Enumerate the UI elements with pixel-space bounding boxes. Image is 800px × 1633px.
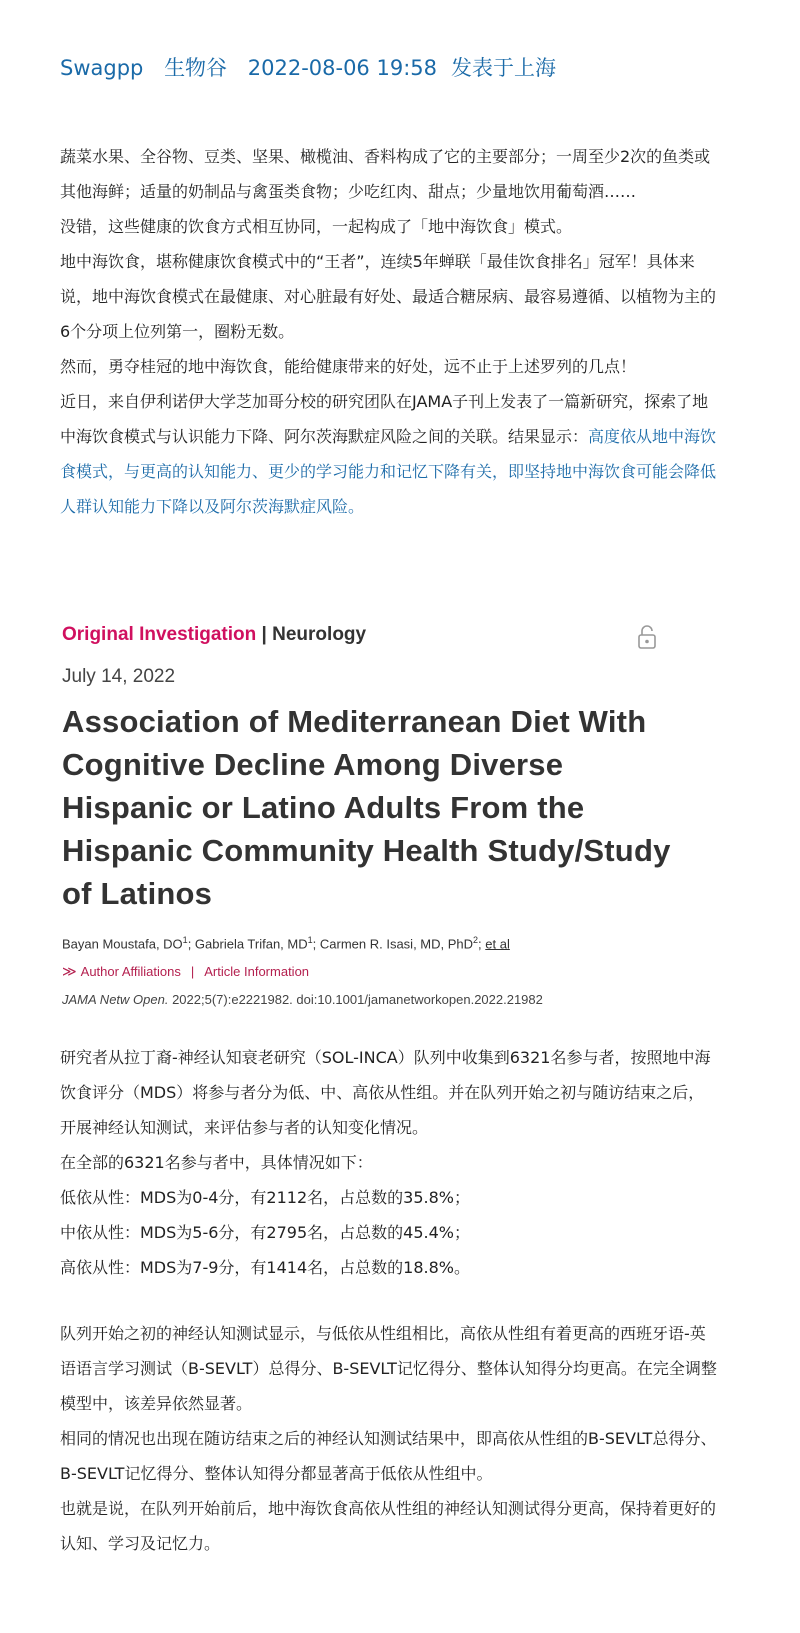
paragraph: 相同的情况也出现在随访结束之后的神经认知测试结果中，即高依从性组的B-SEVLT总得分、B-SEVLT记忆得分、整体认知得分都显著高于低依从性组中。 xyxy=(60,1429,717,1483)
journal-name: JAMA Netw Open. xyxy=(62,992,169,1008)
post-location: 发表于上海 xyxy=(451,56,556,80)
citation-details: 2022;5(7):e2221982. doi:10.1001/jamanetworkopen.2022.21982 xyxy=(172,992,543,1008)
article-information-link[interactable]: Article Information xyxy=(204,964,310,980)
paragraph: 队列开始之初的神经认知测试显示，与低依从性组相比，高依从性组有着更高的西班牙语-英语语言学习测试（B-SEVLT）总得分、B-SEVLT记忆得分、整体认知得分均更高。在完全调整模型中，该差异依然显著。 xyxy=(60,1324,717,1413)
link-separator: | xyxy=(190,964,195,980)
highlighted-conclusion: 高度依从地中海饮食模式，与更高的认知能力、更少的学习能力和记忆下降有关，即坚持地中海饮食可能会降低人群认知能力下降以及阿尔茨海默症风险。 xyxy=(60,427,717,516)
author-list: Bayan Moustafa, $DO^1$; Gabriela Trifan, $MD^1$; Carmen R. Isasi, MD, PhD$^2$; et al xyxy=(62,935,510,952)
post-timestamp: 2022-08-06 19:58 xyxy=(247,56,437,80)
article-date: July 14, 2022 xyxy=(62,666,176,687)
article-type[interactable]: Original Investigation xyxy=(62,624,257,645)
paragraph: 地中海饮食，堪称健康饮食模式中的“王者”，连续5年蝉联「最佳饮食排名」冠军！具体来说，地中海饮食模式在最健康、对心脏最有好处、最适合糖尿病、最容易遵循、以植物为主的6个分项上位列第一，圈粉无数。 xyxy=(60,252,717,341)
citation xyxy=(62,992,702,1007)
affiliation-index: 1 xyxy=(307,935,313,945)
affiliation-index: 2 xyxy=(473,935,479,945)
open-lock-icon xyxy=(636,624,658,650)
paragraph: 低依从性：MDS为0-4分，有2112名，占总数的35.8%； xyxy=(60,1188,470,1207)
post-header xyxy=(60,52,556,82)
paragraph xyxy=(60,384,720,524)
author-name[interactable]: Swagpp xyxy=(60,56,144,80)
kicker-separator: | xyxy=(261,624,267,645)
source-name[interactable]: 生物谷 xyxy=(164,56,228,80)
et-al-link[interactable]: et al xyxy=(485,936,510,952)
author-affiliations-link[interactable]: Author Affiliations xyxy=(80,964,181,980)
affiliation-index: 1 xyxy=(182,935,188,945)
paragraph: 蔬菜水果、全谷物、豆类、坚果、橄榄油、香料构成了它的主要部分；一周至少2次的鱼类或其他海鲜；适量的奶制品与禽蛋类食物；少吃红肉、甜点；少量地饮用葡萄酒…… xyxy=(60,147,711,201)
article-links xyxy=(62,963,702,980)
study-method-section xyxy=(60,1040,720,1285)
paragraph: 也就是说，在队列开始前后，地中海饮食高依从性组的神经认知测试得分更高，保持着更好的认知、学习及记忆力。 xyxy=(60,1499,717,1553)
paragraph-text: 近日，来自伊利诺伊大学芝加哥分校的研究团队在JAMA子刊上发表了一篇新研究，探索了地中海饮食模式与认识能力下降、阿尔茨海默症风险之间的关联。结果显示： xyxy=(60,392,709,446)
paragraph: 没错，这些健康的饮食方式相互协同，一起构成了「地中海饮食」模式。 xyxy=(60,217,573,236)
paragraph: 然而，勇夺桂冠的地中海饮食，能给健康带来的好处，远不止于上述罗列的几点！ xyxy=(60,357,637,376)
intro-section xyxy=(60,139,720,524)
paragraph: 研究者从拉丁裔-神经认知衰老研究（SOL-INCA）队列中收集到6321名参与者，按照地中海饮食评分（MDS）将参与者分为低、中、高依从性组。并在队列开始之初与随访结束之后，开展神经认知测试，来评估参与者的认知变化情况。 xyxy=(60,1048,711,1137)
article-kicker xyxy=(62,624,702,652)
article-card xyxy=(62,624,702,1007)
paragraph: 中依从性：MDS为5-6分，有2795名，占总数的45.4%； xyxy=(60,1223,470,1242)
article-title: Association of Mediterranean Diet With Cognitive Decline Among Diverse Hispanic or Latino Adults From the Hispanic Community Health Study/Study of Latinos xyxy=(62,704,671,911)
paragraph: 高依从性：MDS为7-9分，有1414名，占总数的18.8%。 xyxy=(60,1258,470,1277)
author[interactable]: Carmen R. Isasi, MD, PhD xyxy=(319,936,474,952)
article-topic[interactable]: Neurology xyxy=(272,624,367,645)
study-results-section xyxy=(60,1316,720,1561)
paragraph: 在全部的6321名参与者中，具体情况如下： xyxy=(60,1153,373,1172)
author[interactable]: Bayan Moustafa, DO xyxy=(62,936,183,952)
chevron-right-icon: ≫ xyxy=(62,963,77,980)
author[interactable]: Gabriela Trifan, MD xyxy=(194,936,308,952)
